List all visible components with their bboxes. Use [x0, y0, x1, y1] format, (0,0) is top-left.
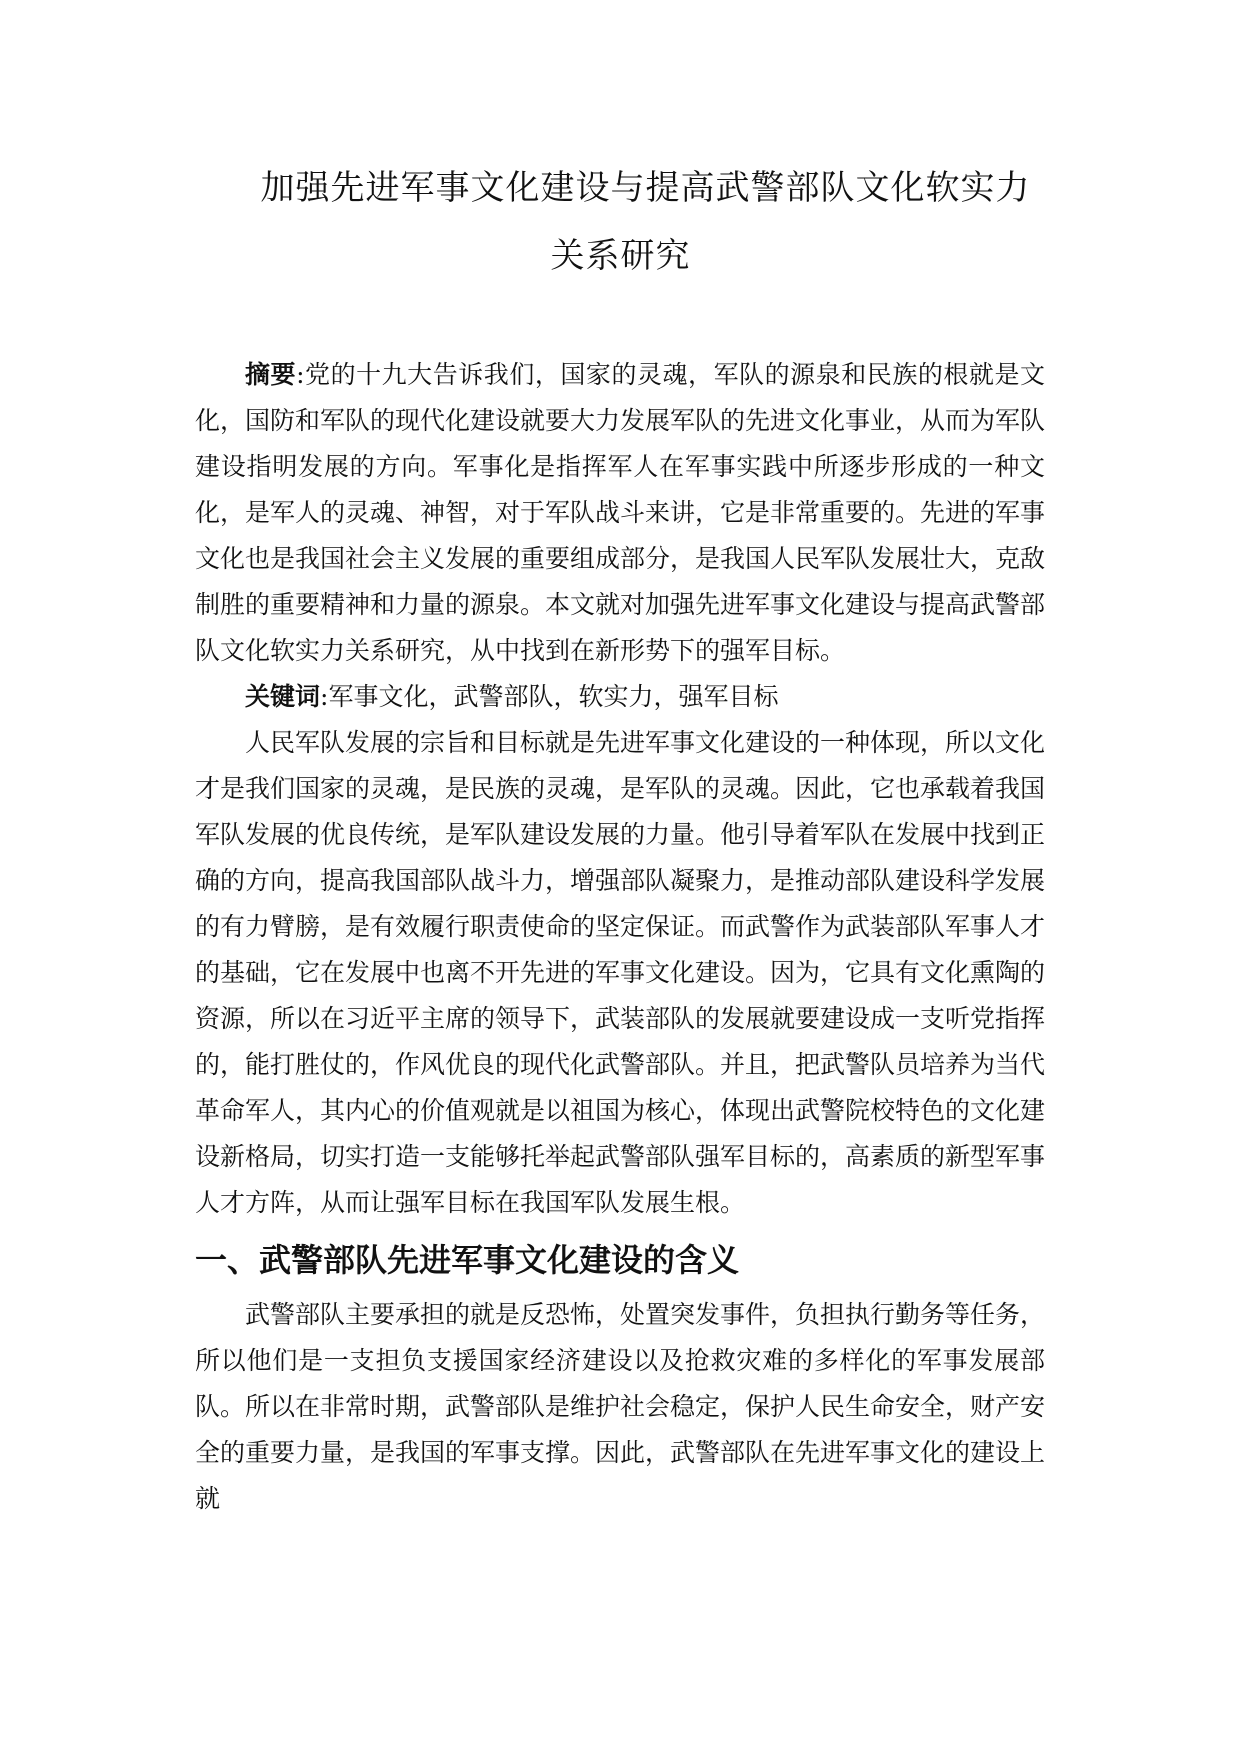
keywords-label: 关键词: [245, 682, 321, 711]
abstract-separator: :: [296, 360, 305, 389]
keywords-paragraph: [195, 674, 1045, 720]
abstract-text: 党的十九大告诉我们，国家的灵魂，军队的源泉和民族的根就是文化，国防和军队的现代化建设就要大力发展军队的先进文化事业，从而为军队建设指明发展的方向。军事化是指挥军人在军事实践中所逐步形成的一种文化，是军人的灵魂、神智，对于军队战斗来讲，它是非常重要的。先进的军事文化也是我国社会主义发展的重要组成部分，是我国人民军队发展壮大，克敌制胜的重要精神和力量的源泉。本文就对加强先进军事文化建设与提高武警部队文化软实力关系研究，从中找到在新形势下的强军目标。: [195, 360, 1046, 665]
document-title-line-1: 加强先进军事文化建设与提高武警部队文化软实力: [260, 168, 1031, 208]
section-1-paragraph: 武警部队主要承担的就是反恐怖，处置突发事件，负担执行勤务等任务，所以他们是一支担负支援国家经济建设以及抢救灾难的多样化的军事发展部队。所以在非常时期，武警部队是维护社会稳定，保护人民生命安全，财产安全的重要力量，是我国的军事支撑。因此，武警部队在先进军事文化的建设上就: [195, 1300, 1046, 1513]
abstract-label: 摘要: [245, 360, 297, 389]
keywords-separator: :: [320, 682, 329, 711]
document-body: [195, 352, 1045, 1522]
abstract-paragraph: [195, 352, 1045, 674]
intro-paragraph: 人民军队发展的宗旨和目标就是先进军事文化建设的一种体现，所以文化才是我们国家的灵魂，是民族的灵魂，是军队的灵魂。因此，它也承载着我国军队发展的优良传统，是军队建设发展的力量。他引导着军队在发展中找到正确的方向，提高我国部队战斗力，增强部队凝聚力，是推动部队建设科学发展的有力臂膀，是有效履行职责使命的坚定保证。而武警作为武装部队军事人才的基础，它在发展中也离不开先进的军事文化建设。因为，它具有文化熏陶的资源，所以在习近平主席的领导下，武装部队的发展就要建设成一支听党指挥的，能打胜仗的，作风优良的现代化武警部队。并且，把武警队员培养为当代革命军人，其内心的价值观就是以祖国为核心，体现出武警院校特色的文化建设新格局，切实打造一支能够托举起武警部队强军目标的，高素质的新型军事人才方阵，从而让强军目标在我国军队发展生根。: [195, 728, 1046, 1217]
document-title-line-2: 关系研究: [550, 236, 691, 276]
section-1-heading: 一、武警部队先进军事文化建设的含义: [195, 1241, 740, 1279]
keywords-text: 军事文化，武警部队，软实力，强军目标: [328, 682, 779, 711]
